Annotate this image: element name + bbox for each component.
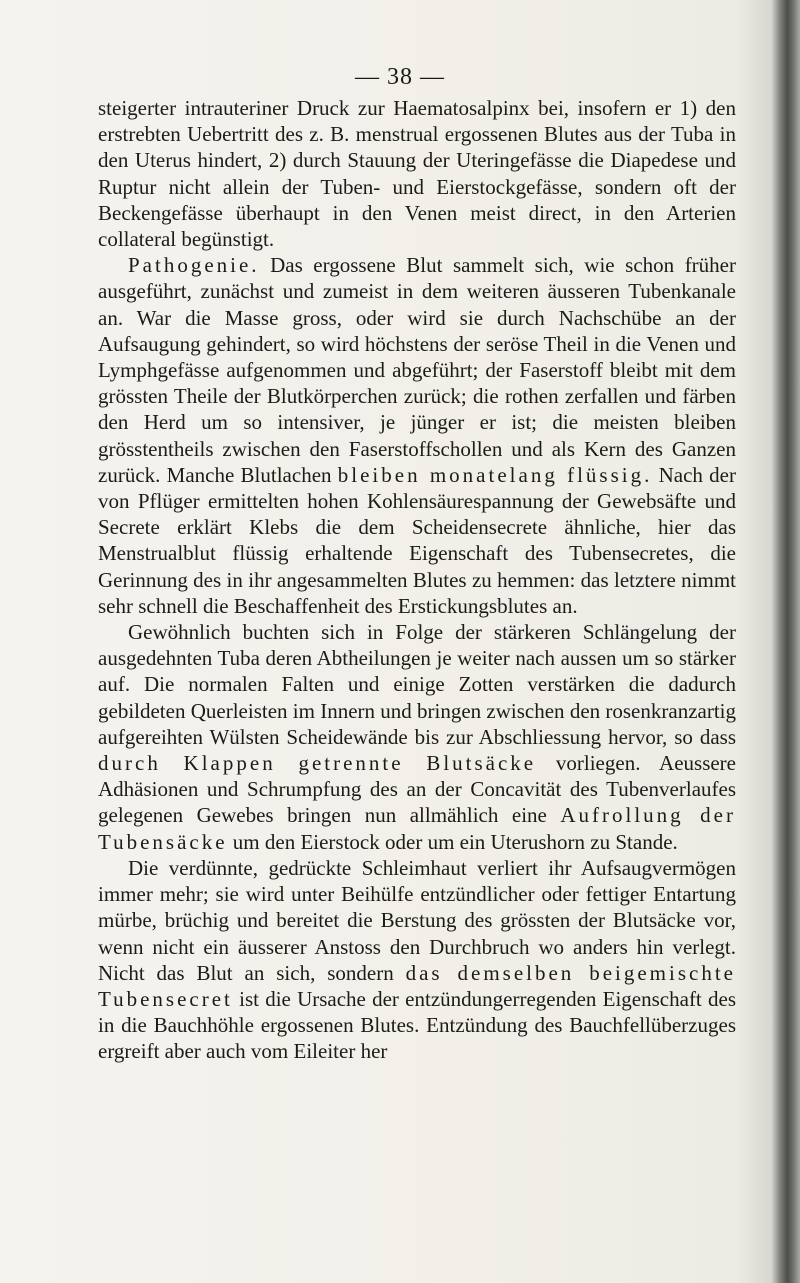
emphasis-tubensecret: das demselben beigemischte Tubensecret: [98, 960, 736, 1011]
emphasis-blutsaecke: durch Klappen getrennte Blutsäcke: [98, 751, 537, 776]
paragraph-4: [98, 855, 736, 1065]
book-binding-edge: [772, 0, 800, 1283]
paragraph-3-text-c: um den Eierstock oder um ein Uterushorn zu Stande.: [227, 829, 678, 854]
paragraph-3-text-a: Gewöhnlich buchten sich in Folge der stärkeren Schlängelung der ausgedehnten Tuba deren Abtheilungen je weiter nach aussen um so stärker auf. Die normalen Falten und einige Zotten verstärken die dadurch gebildeten Querleisten im Innern und bringen zwischen den rosenkranzartig aufgereihten Wülsten Scheidewände bis zur Abschliessung hervor, so dass: [98, 620, 736, 749]
paragraph-2-text-a: Das ergossene Blut sammelt sich, wie schon früher ausgeführt, zunächst und zumeist in dem weiteren äusseren Tubenkanale an. War die Masse gross, oder wird sie durch Nachschübe an der Aufsaugung gehindert, so wird höchstens der seröse Theil in die Venen und Lymphgefässe aufgenommen und abgeführt; der Faserstoff bleibt mit dem grössten Theile der Blutkörperchen zurück; die rothen zerfallen und färben den Herd um so intensiver, je jünger er ist; die meisten bleiben grösstentheils zwischen den Faserstoffschollen und als Kern des Ganzen zurück. Manche Blutlachen: [98, 253, 736, 487]
paragraph-2-text-b: Nach der von Pflüger ermittelten hohen Kohlensäurespannung der Gewebsäfte und Secrete erklärt Klebs die dem Scheidensecrete ähnliche, hier das Menstrualblut flüssig erhaltende Eigenschaft des Tubensecretes, die Gerinnung des in ihr angesammelten Blutes zu hemmen: das letztere nimmt sehr schnell die Beschaffenheit des Erstickungsblutes an.: [98, 462, 736, 618]
paragraph-4-text-a: Die verdünnte, gedrückte Schleimhaut verliert ihr Aufsaugvermögen immer mehr; sie wird unter Beihülfe entzündlicher oder fettiger Entartung mürbe, brüchig und bereitet die Berstung des grössten der Blutsäcke vor, wenn nicht ein äusserer Anstoss den Durchbruch wo anders hin verlegt. Nicht das Blut an sich, sondern: [98, 855, 736, 985]
paragraph-4-text-b: ist die Ursache der entzündungerregenden Eigenschaft des in die Bauchhöhle ergossenen Blutes. Entzündung des Bauchfellüberzuges ergreift aber auch vom Eileiter her: [98, 986, 736, 1064]
emphasis-aufrollung: Aufrollung der Tubensäcke: [98, 803, 736, 854]
page-number: — 38 —: [355, 64, 445, 90]
paragraph-1-text: steigerter intrauteriner Druck zur Haematosalpinx bei, insofern er 1) den erstrebten Uebertritt des z. B. menstrual ergossenen Blutes aus der Tuba in den Uterus hindert, 2) durch Stauung der Uteringefässe die Diapedese und Ruptur nicht allein der Tuben- und Eierstockgefässe, sondern oft der Beckengefässe überhaupt in den Venen meist direct, in den Arterien collateral begünstigt.: [98, 96, 736, 252]
paragraph-3: [98, 619, 736, 855]
paragraph-1: [98, 95, 736, 252]
heading-pathogenie: Pathogenie.: [128, 253, 260, 278]
emphasis-fluessig: bleiben monatelang flüssig.: [337, 462, 653, 487]
paragraph-3-text-b: vorliegen. Aeussere Adhäsionen und Schrumpfung des an der Concavität des Tubenverlaufes gelegenen Gewebes bringen nun allmählich eine: [98, 751, 736, 828]
paragraph-2: [98, 252, 736, 619]
body-text: [98, 95, 736, 1065]
